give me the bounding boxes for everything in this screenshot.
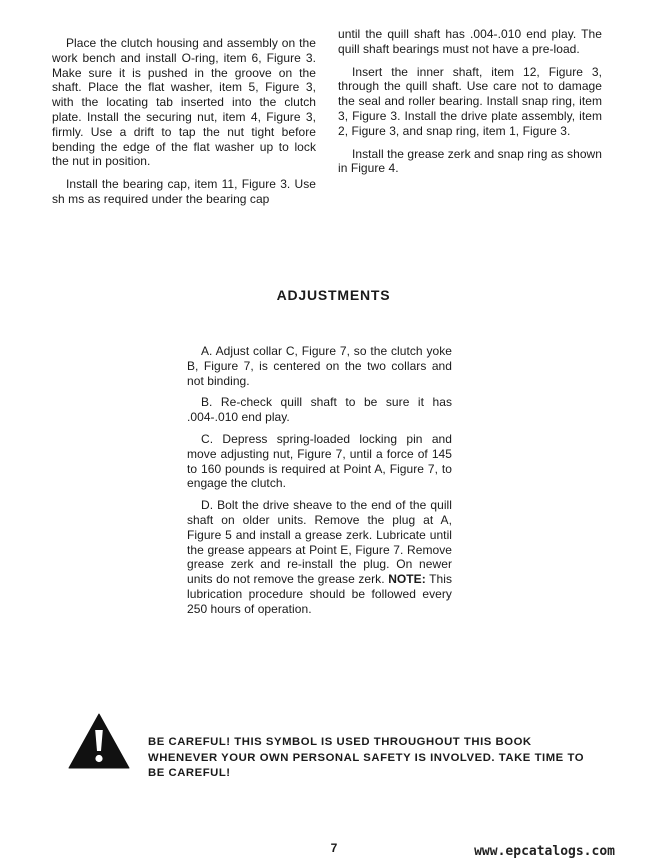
page-number: 7 xyxy=(330,841,338,855)
warning-text: BE CAREFUL! THIS SYMBOL IS USED THROUGHOUT THIS BOOK WHENEVER YOUR OWN PERSONAL SAFETY IS INVOLVED. TAKE TIME TO BE CAREFUL! xyxy=(148,736,585,779)
left-column xyxy=(52,36,316,215)
paragraph-inner-shaft: Insert the inner shaft, item 12, Figure 3, through the quill shaft. Use care not to damage the seal and roller bearing. Install snap ring, item 3, Figure 3. Install the drive plate assembly, item 2, Figure 3, and snap ring, item 1, Figure 3. xyxy=(338,64,602,138)
adjustment-step-b: B. Re-check quill shaft to be sure it has .004-.010 end play. xyxy=(187,395,452,425)
note-text: This lubrication procedure should be followed every 250 hours of operation. xyxy=(187,572,452,616)
paragraph-end-play: until the quill shaft has .004-.010 end play. The quill shaft bearings must not have a pre-load. xyxy=(338,27,602,56)
adjustments-section xyxy=(187,344,452,624)
right-column xyxy=(338,27,602,184)
note-label: NOTE: xyxy=(388,572,426,587)
paragraph-clutch-housing: Place the clutch housing and assembly on the work bench and install O-ring, item 6, Figure 3. Make sure it is pushed in the groove on the shaft. Place the flat washer, item 5, Figure 3, with the locating tab inserted into the clutch plate. Install the securing nut, item 4, Figure 3, firmly. Use a drift to tap the nut tight before bending the edge of the flat washer up to lock the nut in position. xyxy=(52,36,316,169)
adjustments-heading: ADJUSTMENTS xyxy=(276,287,391,303)
paragraph-bearing-cap: Install the bearing cap, item 11, Figure 3. Use sh ms as required under the bearing cap xyxy=(52,177,316,206)
watermark: www.epcatalogs.com xyxy=(474,844,615,859)
adjustment-step-d xyxy=(187,498,452,616)
warning-triangle-exclamation-icon xyxy=(68,713,130,769)
paragraph-grease-zerk: Install the grease zerk and snap ring as shown in Figure 4. xyxy=(338,146,602,176)
adjustment-step-a: A. Adjust collar C, Figure 7, so the clutch yoke B, Figure 7, is centered on the two collars and not binding. xyxy=(187,344,452,388)
adjustment-step-d-text: D. Bolt the drive sheave to the end of the quill shaft on older units. Remove the plug at A, Figure 5 and install a grease zerk. Lubricate until the grease appears at Point E, Figure 7. Remove grease zerk and re-install the plug. On newer units do not remove the grease zerk. xyxy=(187,498,452,587)
adjustment-step-c: C. Depress spring-loaded locking pin and move adjusting nut, Figure 7, until a force of 145 to 160 pounds is required at Point A, Figure 7, to engage the clutch. xyxy=(187,431,452,491)
